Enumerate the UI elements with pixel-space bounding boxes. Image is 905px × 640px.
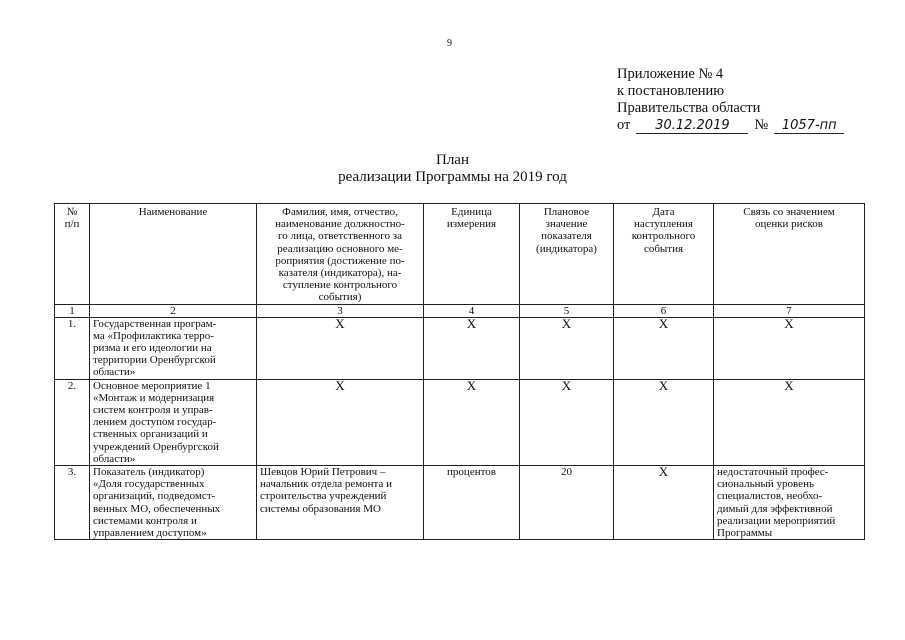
row-name: Показатель (индикатор) «Доля государственных организаций, подведомст- венных МО, обеспеченных системами контроля и управлением доступом» xyxy=(90,466,257,540)
table-row xyxy=(55,379,865,465)
plan-table xyxy=(54,203,865,540)
document-title xyxy=(0,152,905,186)
column-number-row xyxy=(55,304,865,317)
row-responsible: X xyxy=(257,379,424,465)
row-date: X xyxy=(614,466,714,540)
appendix-line-2: к постановлению xyxy=(617,83,725,99)
row-value: X xyxy=(520,317,614,379)
page-number: 9 xyxy=(447,38,452,49)
appendix-date-line xyxy=(617,117,844,134)
handwritten-date: 30.12.2019 xyxy=(636,119,748,134)
row-unit: процентов xyxy=(424,466,520,540)
appendix-block xyxy=(617,66,844,134)
column-number: 6 xyxy=(614,304,714,317)
column-number: 3 xyxy=(257,304,424,317)
column-number: 4 xyxy=(424,304,520,317)
table-row xyxy=(55,466,865,540)
header-event-date: Дата наступления контрольного события xyxy=(614,204,714,305)
row-risk: X xyxy=(714,317,865,379)
row-date: X xyxy=(614,317,714,379)
column-number: 7 xyxy=(714,304,865,317)
row-name: Основное мероприятие 1 «Монтаж и модернизация систем контроля и управ- лением доступом государ- ственных организаций и учреждений Оренбургской области» xyxy=(90,379,257,465)
row-number: 3. xyxy=(55,466,90,540)
row-value: X xyxy=(520,379,614,465)
row-number: 1. xyxy=(55,317,90,379)
row-risk: недостаточный профес- сиональный уровень специалистов, необхо- димый для эффективной реализации мероприятий Программы xyxy=(714,466,865,540)
appendix-line-3: Правительства области xyxy=(617,100,761,116)
column-number: 5 xyxy=(520,304,614,317)
header-planned-value: Плановое значение показателя (индикатора) xyxy=(520,204,614,305)
row-unit: X xyxy=(424,317,520,379)
appendix-line-1: Приложение № 4 xyxy=(617,66,724,82)
header-number: № п/п xyxy=(55,204,90,305)
column-number: 1 xyxy=(55,304,90,317)
row-responsible: Шевцов Юрий Петрович – начальник отдела ремонта и строительства учреждений системы образования МО xyxy=(257,466,424,540)
handwritten-number: 1057-пп xyxy=(774,119,844,134)
row-responsible: X xyxy=(257,317,424,379)
header-name: Наименование xyxy=(90,204,257,305)
from-label: от xyxy=(617,117,631,133)
row-value: 20 xyxy=(520,466,614,540)
row-number: 2. xyxy=(55,379,90,465)
row-date: X xyxy=(614,379,714,465)
header-row xyxy=(55,204,865,305)
row-name: Государственная програм- ма «Профилактика терро- ризма и его идеологии на территории Оренбургской области» xyxy=(90,317,257,379)
table-row xyxy=(55,317,865,379)
header-risk-link: Связь со значением оценки рисков xyxy=(714,204,865,305)
number-label: № xyxy=(754,117,769,133)
title-line-1: План xyxy=(435,152,469,168)
column-number: 2 xyxy=(90,304,257,317)
header-responsible: Фамилия, имя, отчество, наименование должностно- го лица, ответственного за реализацию основного ме- роприятия (достижение по- казателя (индикатора), на- ступление контрольного события) xyxy=(257,204,424,305)
title-line-2: реализации Программы на 2019 год xyxy=(338,169,567,185)
row-risk: X xyxy=(714,379,865,465)
header-unit: Единица измерения xyxy=(424,204,520,305)
row-unit: X xyxy=(424,379,520,465)
